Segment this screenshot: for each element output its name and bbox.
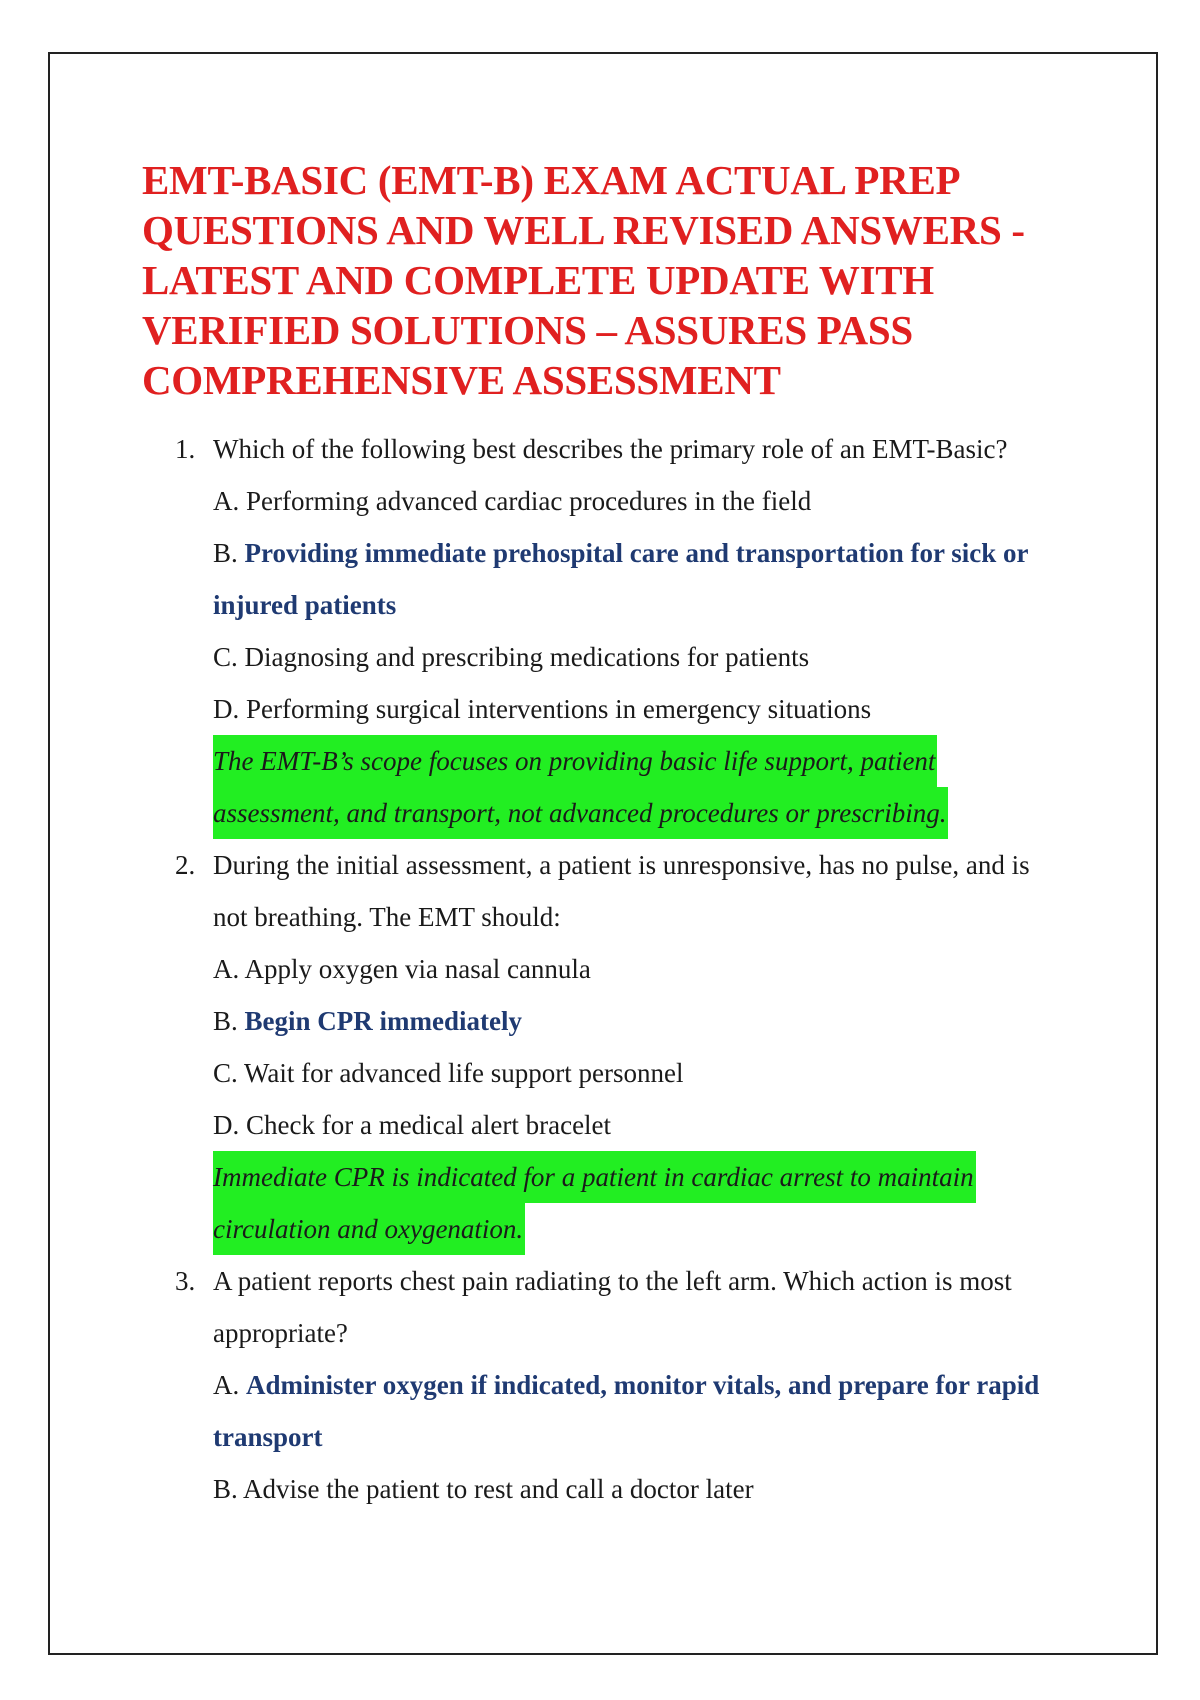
- option-text: Check for a medical alert bracelet: [246, 1110, 612, 1140]
- option-3a-continued: [0, 1411, 1200, 1463]
- option-text: Advise the patient to rest and call a doctor later: [243, 1474, 754, 1504]
- option-1b-continued: [0, 579, 1200, 631]
- title-line-4: VERIFIED SOLUTIONS – ASSURES PASS: [142, 307, 913, 353]
- option-2b: [0, 995, 1200, 1047]
- question-number: 2.: [175, 850, 196, 880]
- option-2d: [0, 1099, 1200, 1151]
- title-line-2: QUESTIONS AND WELL REVISED ANSWERS -: [142, 207, 1025, 253]
- option-letter: B.: [213, 1474, 238, 1504]
- option-letter: C.: [213, 1058, 238, 1088]
- question-list: [0, 423, 1200, 1515]
- option-1d: [0, 683, 1200, 735]
- correct-answer-text: Administer oxygen if indicated, monitor vitals, and prepare for rapid: [246, 1370, 1040, 1400]
- question-2-stem: [0, 839, 1200, 891]
- document-title: [142, 155, 1072, 405]
- explanation-1-line-1: [0, 735, 1200, 787]
- correct-answer-text: transport: [213, 1422, 323, 1452]
- explanation-text: The EMT-B’s scope focuses on providing basic life support, patient: [213, 735, 937, 787]
- question-3-stem-continued: [0, 1307, 1200, 1359]
- correct-answer-text: Providing immediate prehospital care and transportation for sick or: [244, 538, 1029, 568]
- explanation-2-line-1: [0, 1151, 1200, 1203]
- title-line-3: LATEST AND COMPLETE UPDATE WITH: [142, 257, 934, 303]
- option-letter: A.: [213, 1370, 240, 1400]
- option-letter: D.: [213, 1110, 240, 1140]
- question-text: During the initial assessment, a patient is unresponsive, has no pulse, and is: [213, 850, 1030, 880]
- option-1c: [0, 631, 1200, 683]
- question-text: A patient reports chest pain radiating to the left arm. Which action is most: [213, 1266, 1012, 1296]
- question-text: Which of the following best describes the primary role of an EMT-Basic?: [213, 434, 1008, 464]
- correct-answer-text: Begin CPR immediately: [244, 1006, 522, 1036]
- option-text: Wait for advanced life support personnel: [244, 1058, 684, 1088]
- explanation-2-line-2: [0, 1203, 1200, 1255]
- explanation-text: Immediate CPR is indicated for a patient in cardiac arrest to maintain: [213, 1151, 976, 1203]
- option-3a: [0, 1359, 1200, 1411]
- option-text: Diagnosing and prescribing medications for patients: [244, 642, 810, 672]
- title-line-5: COMPREHENSIVE ASSESSMENT: [142, 357, 781, 403]
- option-1b: [0, 527, 1200, 579]
- correct-answer-text: injured patients: [213, 590, 397, 620]
- option-2c: [0, 1047, 1200, 1099]
- option-letter: A.: [213, 486, 240, 516]
- option-letter: D.: [213, 694, 240, 724]
- question-3-stem: [0, 1255, 1200, 1307]
- question-text: not breathing. The EMT should:: [213, 902, 561, 932]
- explanation-1-line-2: [0, 787, 1200, 839]
- question-number: 1.: [175, 434, 196, 464]
- option-text: Apply oxygen via nasal cannula: [244, 954, 591, 984]
- explanation-text: circulation and oxygenation.: [213, 1203, 525, 1255]
- option-2a: [0, 943, 1200, 995]
- explanation-text: assessment, and transport, not advanced procedures or prescribing.: [213, 787, 948, 839]
- option-letter: A.: [213, 954, 240, 984]
- option-letter: B.: [213, 1006, 238, 1036]
- option-3b: [0, 1463, 1200, 1515]
- option-text: Performing advanced cardiac procedures in the field: [246, 486, 812, 516]
- question-number: 3.: [175, 1266, 196, 1296]
- question-1-stem: [0, 423, 1200, 475]
- question-text: appropriate?: [213, 1318, 348, 1348]
- option-letter: B.: [213, 538, 238, 568]
- title-line-1: EMT-BASIC (EMT-B) EXAM ACTUAL PREP: [142, 157, 961, 203]
- question-2-stem-continued: [0, 891, 1200, 943]
- option-text: Performing surgical interventions in emergency situations: [246, 694, 872, 724]
- option-letter: C.: [213, 642, 238, 672]
- option-1a: [0, 475, 1200, 527]
